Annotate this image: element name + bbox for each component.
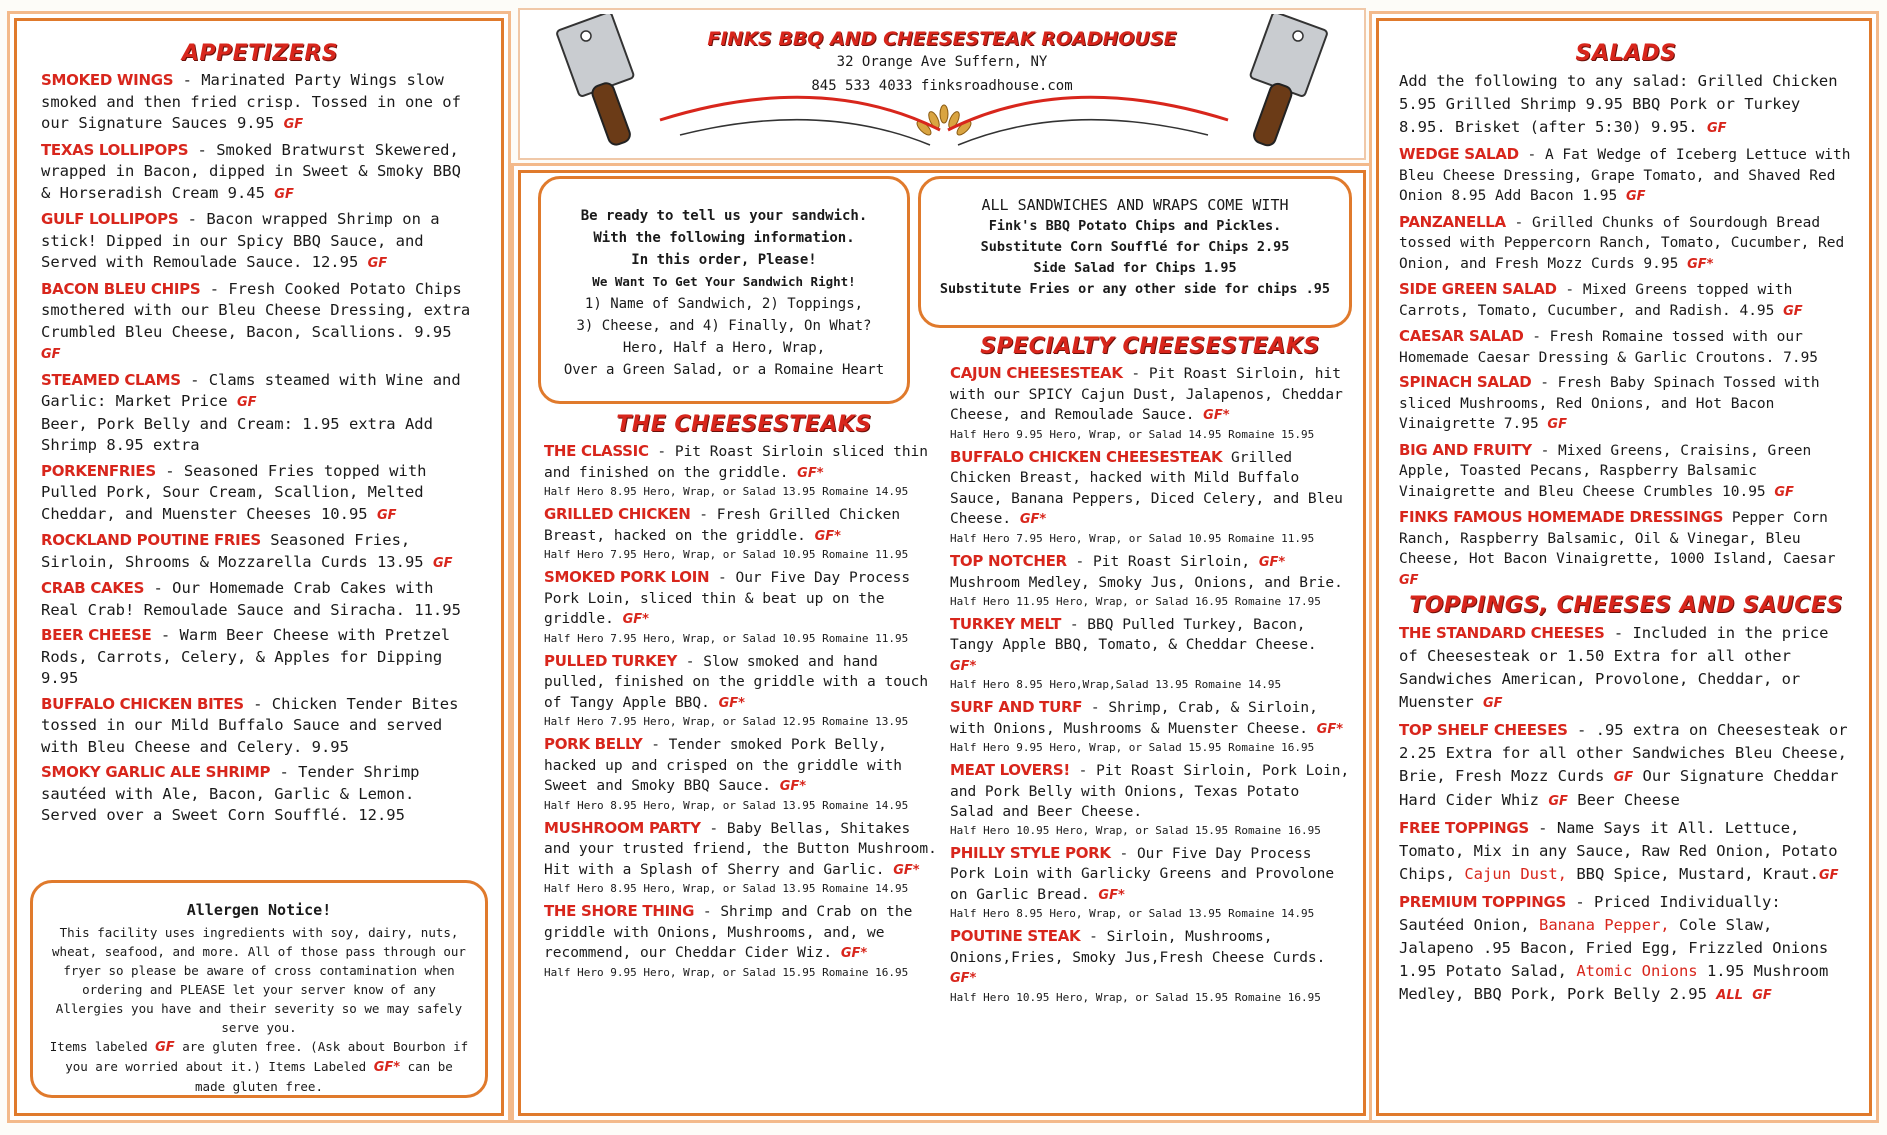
gf-icon: GF: [236, 395, 257, 410]
allergen-body: This facility uses ingredients with soy, dairy, nuts, wheat, seafood, and more. All of those pass through our fryer so please be aware of cross contamination when ordering and PLEASE let your server know of any Allergies you have and their severity so we may safely serve you.: [52, 925, 466, 1035]
cheesesteak-item-name: THE CLASSIC: [544, 442, 649, 460]
specialty-item: CAJUN CHEESESTEAK - Pit Roast Sirloin, hit with our SPICY Cajun Dust, Jalapenos, Cheddar Cheese, and Remoulade Sauce. GF* Half Hero 9.95 Hero, Wrap, or Salad 14.95 Romaine 15.95: [950, 363, 1350, 443]
gf-icon: GF*: [622, 612, 649, 627]
appetizer-item-name: GULF LOLLIPOPS: [41, 210, 179, 228]
header-banner: [518, 8, 1366, 160]
cheesesteaks-section: [544, 412, 944, 985]
salad-item: WEDGE SALAD - A Fat Wedge of Iceberg Lettuce with Bleu Cheese Dressing, Grape Tomato, and Shaved Red Onion 8.95 Add Bacon 1.95 GF: [1399, 145, 1851, 204]
salad-item-name: BIG AND FRUITY: [1399, 440, 1532, 459]
price-line: Half Hero 7.95 Hero, Wrap, or Salad 10.95 Romaine 11.95: [544, 548, 909, 561]
price-line: Half Hero 8.95 Hero, Wrap, or Salad 13.95 Romaine 14.95: [544, 798, 909, 812]
cheesesteak-item-name: SMOKED PORK LOIN: [544, 568, 710, 586]
salad-item-name: PANZANELLA: [1399, 212, 1506, 231]
cheesesteak-item: SMOKED PORK LOIN - Our Five Day Process Pork Loin, sliced thin & beat up on the griddle. GF* Half Hero 7.95 Hero, Wrap, or Salad 10.95 Romaine 11.95: [544, 567, 944, 647]
specialty-item-name: CAJUN CHEESESTEAK: [950, 364, 1123, 382]
gf-icon: GF: [1399, 572, 1419, 588]
salad-item: SIDE GREEN SALAD - Mixed Greens topped with Carrots, Tomato, Cucumber, and Radish. 4.95 GF: [1399, 280, 1803, 319]
cheesesteak-item-name: MUSHROOM PARTY: [544, 818, 701, 837]
top-shelf-cheeses: TOP SHELF CHEESES - .95 extra on Cheesesteak or 2.25 Extra for all other Sandwiches Bleu Cheese, Brie, Fresh Mozz Curds GF Our Signature Cheddar Hard Cider Whiz GF Beer Cheese: [1399, 721, 1848, 809]
price-line: Half Hero 7.95 Hero, Wrap, or Salad 12.95 Romaine 13.95: [544, 715, 909, 728]
appetizer-item: CRAB CAKES - Our Homemade Crab Cakes with Real Crab! Remoulade Sauce and Siracha. 11.95: [41, 579, 461, 619]
specialty-item: TOP NOTCHER - Pit Roast Sirloin, GF* Mushroom Medley, Smoky Jus, Onions, and Brie. Half Hero 11.95 Hero, Wrap, or Salad 16.95 Romaine 17.95: [950, 551, 1350, 610]
salad-item-name: FINKS FAMOUS HOMEMADE DRESSINGS: [1399, 508, 1724, 526]
specialty-item: PHILLY STYLE PORK - Our Five Day Process Pork Loin with Garlicky Greens and Provolone on Garlic Bread. GF* Half Hero 8.95 Hero, Wrap, or Salad 13.95 Romaine 14.95: [950, 843, 1350, 923]
gf-icon: GF*: [1098, 887, 1125, 903]
cheesesteak-item-name: PULLED TURKEY: [544, 651, 678, 670]
specialty-item: SURF AND TURF - Shrimp, Crab, & Sirloin, with Onions, Mushrooms & Muenster Cheese. GF* Half Hero 9.95 Hero, Wrap, or Salad 15.95 Romaine 16.95: [950, 697, 1350, 756]
appetizer-item: ROCKLAND POUTINE FRIES Seasoned Fries, Sirloin, Shrooms & Mozzarella Curds 13.95 GF: [41, 531, 453, 571]
restaurant-name: FINKS BBQ AND CHEESESTEAK ROADHOUSE: [707, 28, 1177, 50]
allergen-title: Allergen Notice!: [186, 901, 332, 919]
gf-icon: GF*: [797, 465, 824, 481]
appetizer-item-name: CRAB CAKES: [41, 579, 145, 597]
specialty-item-name: POUTINE STEAK: [950, 927, 1081, 945]
salads-list: [1399, 144, 1853, 591]
appetizers-title: APPETIZERS: [181, 41, 339, 66]
premium-toppings: PREMIUM TOPPINGS - Priced Individually: Sautéed Onion, Banana Pepper, Cole Slaw, Jalapeno .95 Bacon, Fried Egg, Frizzled Onions 1.95 Potato Salad, Atomic Onions 1.95 Mushroom Medley, BBQ Pork, Pork Belly 2.95 ALL GF: [1399, 893, 1829, 1003]
gf-icon: GF*: [840, 946, 868, 961]
salad-item-name: SPINACH SALAD: [1399, 373, 1532, 391]
appetizer-item-name: BEER CHEESE: [41, 626, 152, 644]
allergen-notice: [30, 880, 488, 1098]
cheesesteak-item-name: GRILLED CHICKEN: [544, 505, 691, 523]
standard-cheeses: THE STANDARD CHEESES - Included in the price of Cheesesteak or 1.50 Extra for all other Sandwiches American, Provolone, Cheddar, or Muenster GF: [1399, 624, 1829, 711]
specialty-item-name: TOP NOTCHER: [950, 551, 1067, 570]
gf-icon: GF: [1818, 868, 1839, 883]
cheesesteak-item: MUSHROOM PARTY - Baby Bellas, Shitakes and your trusted friend, the Button Mushroom. Hit with a Splash of Sherry and Garlic. GF* Half Hero 8.95 Hero, Wrap, or Salad 13.95 Romaine 14.95: [544, 818, 944, 898]
price-line: Half Hero 9.95 Hero, Wrap, or Salad 15.95 Romaine 16.95: [950, 741, 1315, 754]
cheesesteak-item-name: PORK BELLY: [544, 735, 643, 753]
gf-icon: GF*: [1019, 512, 1047, 527]
price-line: Half Hero 7.95 Hero, Wrap, or Salad 10.95 Romaine 11.95: [950, 531, 1315, 545]
gf-icon: GF: [1774, 484, 1794, 500]
cheesesteaks-list: [544, 441, 944, 981]
specialty-section: [950, 334, 1350, 1010]
salad-addons: Add the following to any salad: Grilled Chicken 5.95 Grilled Shrimp 9.95 BBQ Pork or Turkey 8.95. Brisket (after 5:30) 9.95. GF: [1399, 72, 1838, 136]
gf-icon: GF: [1706, 121, 1727, 136]
cheesesteak-item: THE SHORE THING - Shrimp and Crab on the griddle with Onions, Mushrooms, and, we recommend, our Cheddar Cider Wiz. GF* Half Hero 9.95 Hero, Wrap, or Salad 15.95 Romaine 16.95: [544, 901, 944, 981]
gf-icon: GF*: [1316, 721, 1344, 737]
specialty-item-name: PHILLY STYLE PORK: [950, 843, 1111, 862]
gf-icon: GF: [1625, 189, 1646, 204]
specialty-item: MEAT LOVERS! - Pit Roast Sirloin, Pork Loin, and Pork Belly with Onions, Texas Potato Salad and Beer Cheese. Half Hero 10.95 Hero, Wrap, or Salad 15.95 Romaine 16.95: [950, 761, 1350, 837]
specialty-item: BUFFALO CHICKEN CHEESESTEAK Grilled Chicken Breast, hacked with Mild Buffalo Sauce, Banana Peppers, Diced Celery, and Bleu Cheese. GF* Half Hero 7.95 Hero, Wrap, or Salad 10.95 Romaine 11.95: [950, 447, 1350, 547]
cheesesteak-item: PULLED TURKEY - Slow smoked and hand pulled, finished on the griddle with a touch of Tangy Apple BBQ. GF* Half Hero 7.95 Hero, Wrap, or Salad 12.95 Romaine 13.95: [544, 651, 944, 731]
appetizer-item-name: PORKENFRIES: [41, 461, 156, 480]
appetizer-item: STEAMED CLAMS - Clams steamed with Wine and Garlic: Market Price GF Beer, Pork Belly and Cream: 1.95 extra Add Shrimp 8.95 extra: [41, 370, 461, 454]
price-line: Half Hero 8.95 Hero,Wrap,Salad 13.95 Romaine 14.95: [950, 678, 1282, 691]
gf-icon: GF: [1752, 988, 1772, 1003]
specialty-item: TURKEY MELT - BBQ Pulled Turkey, Bacon, Tangy Apple BBQ, Tomato, & Cheddar Cheese. GF* Half Hero 8.95 Hero,Wrap,Salad 13.95 Romaine 14.95: [950, 614, 1350, 694]
sandwich-sides-box: ALL SANDWICHES AND WRAPS COME WITH Fink's BBQ Potato Chips and Pickles. Substitute Corn Soufflé for Chips 2.95 Side Salad for Chips 1.95 Substitute Fries or any other side for chips .95: [918, 176, 1352, 328]
gf-icon: GF*: [718, 695, 745, 711]
cheesesteak-item: THE CLASSIC - Pit Roast Sirloin sliced thin and finished on the griddle. GF* Half Hero 8.95 Hero, Wrap, or Salad 13.95 Romaine 14.95: [544, 441, 944, 500]
salad-item-name: CAESAR SALAD: [1399, 327, 1524, 345]
specialty-item-name: MEAT LOVERS!: [950, 761, 1070, 779]
price-line: Half Hero 10.95 Hero, Wrap, or Salad 15.95 Romaine 16.95: [950, 990, 1321, 1004]
appetizer-item: PORKENFRIES - Seasoned Fries topped with Pulled Pork, Sour Cream, Scallion, Melted Cheddar, and Muenster Cheeses 10.95 GF: [41, 461, 427, 523]
gf-icon: GF*: [814, 528, 841, 544]
appetizer-item-name: BUFFALO CHICKEN BITES: [41, 694, 244, 713]
price-line: Half Hero 8.95 Hero, Wrap, or Salad 13.95 Romaine 14.95: [544, 485, 909, 498]
appetizer-item: SMOKED WINGS - Marinated Party Wings slow smoked and then fried crisp. Tossed in one of our Signature Sauces 9.95 GF: [41, 71, 461, 132]
price-line: Half Hero 7.95 Hero, Wrap, or Salad 10.95 Romaine 11.95: [544, 631, 909, 645]
appetizer-item-name: STEAMED CLAMS: [41, 370, 181, 389]
gf-icon: GF*: [779, 779, 807, 794]
gf-icon: GF*: [950, 658, 977, 674]
salad-item-name: SIDE GREEN SALAD: [1399, 280, 1557, 298]
appetizer-item-name: BACON BLEU CHIPS: [41, 279, 201, 298]
appetizer-item-name: SMOKY GARLIC ALE SHRIMP: [41, 763, 271, 781]
appetizer-item-name: TEXAS LOLLIPOPS: [41, 140, 189, 159]
gf-icon: GF: [41, 347, 61, 362]
toppings-title: TOPPINGS, CHEESES AND SAUCES: [1409, 593, 1843, 618]
specialty-item: POUTINE STEAK - Sirloin, Mushrooms, Onions,Fries, Smoky Jus,Fresh Cheese Curds. GF* Half Hero 10.95 Hero, Wrap, or Salad 15.95 Romaine 16.95: [950, 926, 1350, 1006]
appetizer-item: BEER CHEESE - Warm Beer Cheese with Pretzel Rods, Carrots, Celery, & Apples for Dipping 9.95: [41, 626, 451, 687]
appetizer-item: GULF LOLLIPOPS - Bacon wrapped Shrimp on a stick! Dipped in our Spicy BBQ Sauce, and Served with Remoulade Sauce. 12.95 GF: [41, 210, 440, 271]
gf-icon: GF: [1783, 303, 1803, 319]
appetizer-item-name: SMOKED WINGS: [41, 71, 174, 89]
gf-icon: GF: [155, 1040, 175, 1055]
appetizer-item: TEXAS LOLLIPOPS - Smoked Bratwurst Skewered, wrapped in Bacon, dipped in Sweet & Smoky BBQ & Horseradish Cream 9.45 GF: [41, 140, 461, 202]
allergen-gf-note: Items labeled GF are gluten free. (Ask about Bourbon if you are worried about it.) Items Labeled GF* can be made gluten free.: [49, 1039, 469, 1094]
gf-icon: GF: [376, 507, 397, 523]
restaurant-contact: 845 533 4033 finksroadhouse.com: [811, 78, 1073, 94]
appetizer-item: SMOKY GARLIC ALE SHRIMP - Tender Shrimp sautéed with Ale, Bacon, Garlic & Lemon. Served over a Sweet Corn Soufflé. 12.95: [41, 763, 420, 824]
gf-icon: GF*: [1258, 554, 1286, 570]
gf-icon: GF: [1547, 417, 1567, 432]
gf-icon: GF: [1548, 794, 1568, 809]
specialty-title: SPECIALTY CHEESESTEAKS: [980, 334, 1320, 359]
free-toppings: FREE TOPPINGS - Name Says it All. Lettuce, Tomato, Mix in any Sauce, Raw Red Onion, Potato Chips, Cajun Dust, BBQ Spice, Mustard, Kraut.GF: [1399, 819, 1839, 883]
gf-icon: GF: [283, 117, 304, 132]
salad-item: PANZANELLA - Grilled Chunks of Sourdough Bread tossed with Peppercorn Ranch, Tomato, Cucumber, Red Onion, and Fresh Mozz Curds 9.95 GF*: [1399, 212, 1845, 272]
gf-icon: GF*: [1203, 408, 1230, 423]
specialty-item-name: SURF AND TURF: [950, 698, 1083, 716]
appetizer-item-name: ROCKLAND POUTINE FRIES: [41, 531, 261, 549]
specialty-list: [950, 363, 1350, 1006]
gf-icon: GF: [367, 256, 388, 271]
gf-icon: GF: [1613, 770, 1634, 785]
gf-icon: GF: [274, 186, 294, 202]
salads-panel: [1376, 18, 1872, 1116]
salad-item: FINKS FAMOUS HOMEMADE DRESSINGS Pepper Corn Ranch, Raspberry Balsamic, Oil & Vinegar, Bleu Cheese, Hot Bacon Vinaigrette, 1000 Island, Caesar GF: [1399, 508, 1836, 588]
price-line: Half Hero 8.95 Hero, Wrap, or Salad 13.95 Romaine 14.95: [544, 882, 909, 895]
cheesesteak-item: GRILLED CHICKEN - Fresh Grilled Chicken Breast, hacked on the griddle. GF* Half Hero 7.95 Hero, Wrap, or Salad 10.95 Romaine 11.95: [544, 504, 944, 563]
appetizer-item: BUFFALO CHICKEN BITES - Chicken Tender Bites tossed in our Mild Buffalo Sauce and served with Bleu Cheese and Celery. 9.95: [41, 694, 459, 756]
salad-item: BIG AND FRUITY - Mixed Greens, Craisins, Green Apple, Toasted Pecans, Raspberry Balsamic Vinaigrette and Bleu Cheese Crumbles 10.95 GF: [1399, 440, 1812, 500]
cheesesteak-item-name: THE SHORE THING: [544, 902, 695, 920]
gf-icon: GF: [1483, 696, 1503, 711]
price-line: Half Hero 9.95 Hero, Wrap, or Salad 15.95 Romaine 16.95: [544, 965, 909, 979]
order-instructions-box: Be ready to tell us your sandwich. With the following information. In this order, Please! We Want To Get Your Sandwich Right! 1) Name of Sandwich, 2) Toppings, 3) Cheese, and 4) Finally, On What? Hero, Half a Hero, Wrap, Over a Green Salad, or a Romaine Heart: [538, 176, 910, 404]
gf-icon: GF*: [373, 1060, 401, 1075]
price-line: Half Hero 9.95 Hero, Wrap, or Salad 14.95 Romaine 15.95: [950, 427, 1315, 441]
appetizer-item: BACON BLEU CHIPS - Fresh Cooked Potato Chips smothered with our Bleu Cheese Dressing, extra Crumbled Bleu Cheese, Bacon, Scallions. 9.95 GF: [41, 279, 471, 362]
cheesesteaks-title: THE CHEESESTEAKS: [616, 412, 872, 437]
gf-icon: GF: [432, 555, 453, 571]
salad-item-name: WEDGE SALAD: [1399, 145, 1519, 163]
gf-icon: GF*: [1687, 256, 1714, 272]
gf-icon: GF*: [893, 862, 920, 878]
appetizers-list: [41, 70, 479, 827]
price-line: Half Hero 10.95 Hero, Wrap, or Salad 15.95 Romaine 16.95: [950, 823, 1321, 837]
specialty-item-name: BUFFALO CHICKEN CHEESESTEAK: [950, 447, 1223, 466]
salad-item: CAESAR SALAD - Fresh Romaine tossed with our Homemade Caesar Dressing & Garlic Croutons. 7.95: [1399, 327, 1819, 366]
restaurant-address: 32 Orange Ave Suffern, NY: [836, 54, 1048, 70]
cheesesteak-item: PORK BELLY - Tender smoked Pork Belly, hacked up and crisped on the griddle with Sweet and Smoky BBQ Sauce. GF* Half Hero 8.95 Hero, Wrap, or Salad 13.95 Romaine 14.95: [544, 734, 944, 814]
price-line: Half Hero 11.95 Hero, Wrap, or Salad 16.95 Romaine 17.95: [950, 594, 1321, 608]
price-line: Half Hero 8.95 Hero, Wrap, or Salad 13.95 Romaine 14.95: [950, 907, 1315, 920]
salad-item: SPINACH SALAD - Fresh Baby Spinach Tossed with sliced Mushrooms, Red Onions, and Hot Bacon Vinaigrette 7.95 GF: [1399, 373, 1820, 432]
gf-icon: GF*: [950, 971, 977, 986]
specialty-item-name: TURKEY MELT: [950, 614, 1062, 633]
salads-title: SALADS: [1575, 41, 1677, 66]
